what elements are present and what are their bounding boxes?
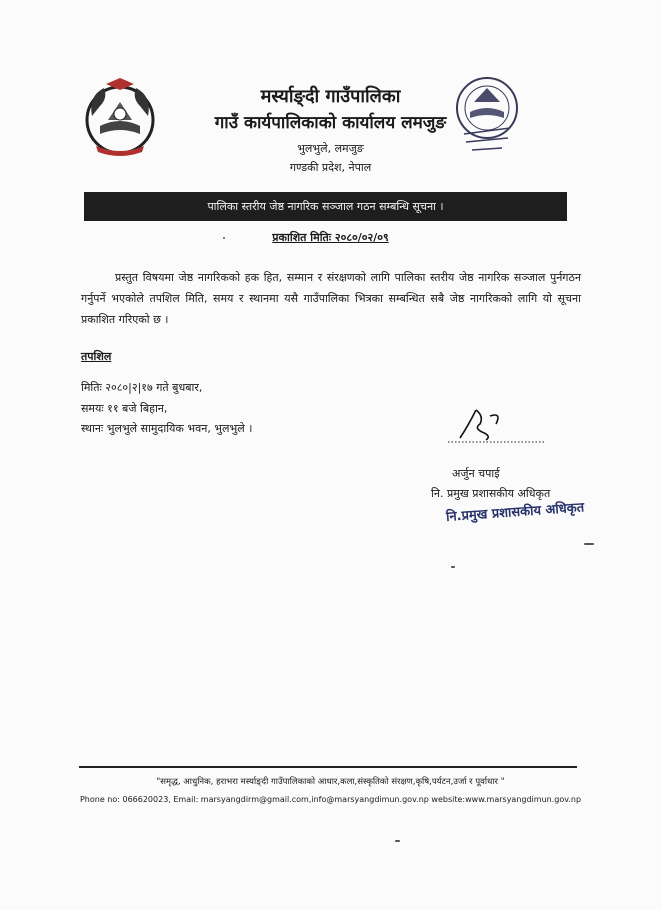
details-heading: तपशिल: [81, 350, 112, 363]
signature-icon: [446, 402, 546, 446]
scan-speck: [395, 840, 400, 842]
footer-divider: [79, 766, 577, 768]
footer-motto: "समृद्ध, आधुनिक, हराभरा मर्स्याङ्दी गाउँपालिकाको आधार,कला,संस्कृतिको संरक्षण,कृषि,पर्यटन,उर्जा र पूर्वाधार ": [156, 777, 505, 787]
detail-time: समयः ११ बजे बिहान,: [81, 402, 168, 415]
footer-contact: Phone no: 066620023, Email: marsyangdirm@gmail.com,info@marsyangdimun.gov.np website:www.marsyangdimun.gov.np: [79, 795, 582, 804]
signatory-name: अर्जुन चपाई: [452, 467, 500, 480]
scan-speck: [451, 566, 455, 568]
scan-speck: [223, 237, 225, 239]
scan-speck: [584, 543, 594, 545]
detail-date: मितिः २०८०|२|१७ गते बुधबार,: [81, 381, 203, 394]
organization-name: मर्स्याङ्दी गाउँपालिका: [260, 86, 401, 107]
office-name: गाउँ कार्यपालिकाको कार्यालय लमजुङ: [214, 113, 447, 133]
published-date: प्रकाशित मितिः २०८०/०२/०९: [272, 231, 389, 244]
notice-body: प्रस्तुत विषयमा जेष्ठ नागरिकको हक हित, सम्मान र संरक्षणको लागि पालिका स्तरीय जेष्ठ नागरिक सञ्जाल पुर्नगठन गर्नुपर्ने भएकोले तपशिल मिति, समय र स्थानमा यसै गाउँपालिका भित्रका सम्बन्धित सबै जेष्ठ नागरिकको लागि यो सूचना प्रकाशित गरिएको छ ।: [81, 271, 581, 326]
signatory-title: नि. प्रमुख प्रशासकीय अधिकृत: [431, 487, 551, 500]
notice-title-banner: पालिका स्तरीय जेष्ठ नागरिक सञ्जाल गठन सम्बन्धि सूचना ।: [84, 192, 567, 221]
designation-stamp: नि.प्रमुख प्रशासकीय अधिकृत: [445, 500, 585, 525]
address-line-2: गण्डकी प्रदेश, नेपाल: [289, 161, 372, 174]
detail-place: स्थानः भुलभुले सामुदायिक भवन, भुलभुले ।: [81, 422, 253, 435]
address-line-1: भुलभुले, लमजुङ: [297, 142, 364, 155]
